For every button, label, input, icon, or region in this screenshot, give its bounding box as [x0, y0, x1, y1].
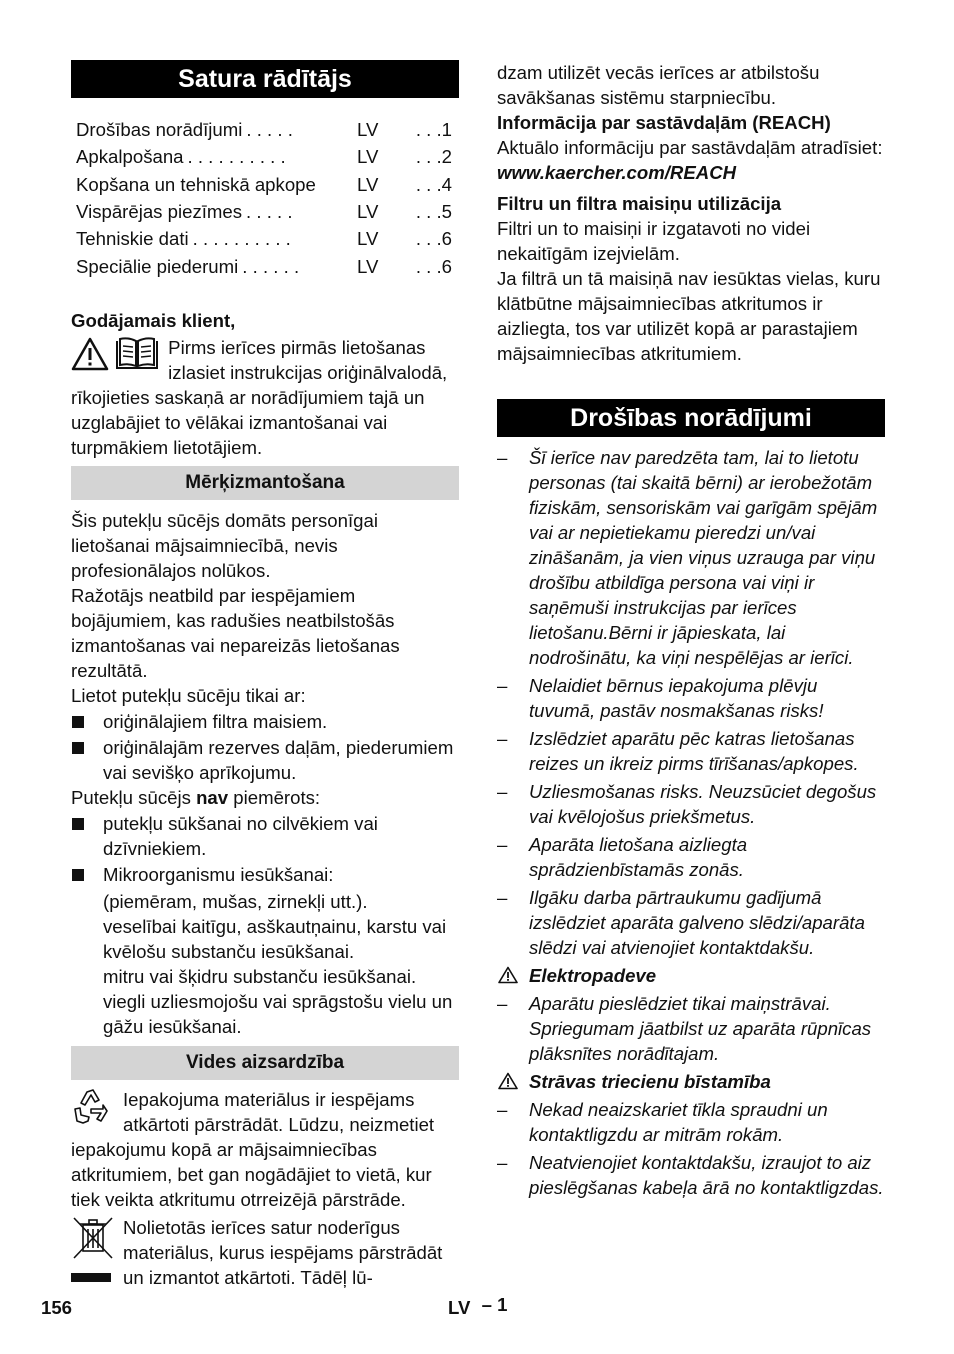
- toc-dots: . . . . . . . . . .: [187, 146, 286, 168]
- toc-entry: [71, 198, 357, 225]
- toc-dots: . . . . .: [246, 201, 293, 223]
- not-list: [71, 811, 459, 887]
- list-item: oriģinālajiem filtra maisiem.: [71, 709, 459, 734]
- environment-block-1: [71, 1087, 459, 1212]
- safety-list: [497, 445, 885, 960]
- right-column: [497, 60, 885, 1203]
- manual-book-icon: [114, 337, 160, 371]
- warning-icon: [71, 337, 109, 371]
- sub-list: [71, 889, 459, 1039]
- toc-dots: . . . . .: [246, 119, 293, 141]
- greeting-block: [71, 335, 459, 460]
- environment-p1: Iepakojuma materiālus ir iespējams atkārtoti pārstrādāt. Lūdzu, neizmetiet iepakojumu kopā ar mājsaimniecības atkritumiem, bet gan nogādājiet to vietā, kur tiek veikta atkritumu otrreizējā pārstrāde.: [71, 1088, 435, 1210]
- toc-lang: LV: [357, 119, 379, 141]
- intended-use-p1: Šis putekļu sūcējs domāts personīgai lietošanai mājsaimniecībā, nevis profesionālajos nolūkos.: [71, 509, 378, 581]
- toc-dots: . . . . . .: [242, 255, 300, 277]
- toc-lang: LV: [357, 146, 379, 168]
- reach-heading: Informācija par sastāvdaļām (REACH): [497, 112, 831, 133]
- left-column: [71, 60, 459, 1290]
- toc-entry: [71, 171, 357, 198]
- list-item: putekļu sūkšanai no cilvēkiem vai dzīvniekiem.: [71, 811, 459, 861]
- toc-entry: [71, 225, 357, 252]
- list-item: – Ilgāku darba pārtraukumu gadījumā izslēdziet aparāta galveno slēdzi/aparāta slēdzi vai atvienojiet kontaktdakšu.: [497, 885, 885, 960]
- crossed-bin-icon: [71, 1215, 115, 1261]
- list-item: – Aparātu pieslēdziet tikai maiņstrāvai. Spriegumam jāatbilst uz aparāta rūpnīcas plāksnītes norādītajam.: [497, 991, 885, 1066]
- toc-page: . . .6: [415, 255, 452, 277]
- reach-text: Aktuālo informāciju par sastāvdaļām atradīsiet:: [497, 137, 883, 158]
- toc-row[interactable]: [71, 198, 459, 225]
- toc-lang: LV: [357, 173, 379, 195]
- toc-page: . . .4: [415, 173, 452, 195]
- shock-heading: Strāvas triecienu bīstamība: [497, 1069, 885, 1094]
- list-item: – Nelaidiet bērnus iepakojuma plēvju tuvumā, pastāv nosmakšanas risks!: [497, 673, 885, 723]
- toc-page: . . .6: [415, 228, 452, 250]
- toc-entry: [71, 252, 357, 279]
- environment-title: Vides aizsardzība: [71, 1046, 459, 1080]
- list-item: – Izslēdziet aparātu pēc katras lietošanas reizes un ikreiz pirms tīrīšanas/apkopes.: [497, 726, 885, 776]
- list-item: – Aparāta lietošana aizliegta sprādzienbīstamās zonās.: [497, 832, 885, 882]
- toc-row[interactable]: [71, 171, 459, 198]
- toc-row[interactable]: [71, 143, 459, 170]
- list-item: – Neatvienojiet kontaktdakšu, izraujot to aiz pieslēgšanas kabeļa ārā no kontaktligzdas.: [497, 1150, 885, 1200]
- toc-dots: . . . . . . . . . .: [192, 228, 291, 250]
- toc-label: Vispārējas piezīmes: [76, 201, 243, 223]
- toc-lang: LV: [357, 201, 379, 223]
- filters-p1: Filtri un to maisiņi ir izgatavoti no videi nekaitīgām izejvielām.: [497, 218, 811, 264]
- not-suitable-line: Putekļu sūcējs nav piemērots:: [71, 786, 321, 808]
- toc-label: Drošības norādījumi: [76, 119, 243, 141]
- power-list: [497, 991, 885, 1066]
- toc-label: Kopšana un tehniskā apkope: [76, 173, 316, 195]
- page-number: 156: [41, 1297, 73, 1318]
- sub-line: veselībai kaitīgu, asškautņainu, karstu vai kvēlošu substanču iesūkšanai.: [103, 915, 447, 962]
- reach-link[interactable]: www.kaercher.com/REACH: [497, 162, 737, 183]
- toc-page: . . .5: [415, 201, 452, 223]
- intended-use-p2: Ražotājs neatbild par iespējamiem bojājumiem, kas radušies neatbilstošās izmantošanas vai nepareizās lietošanas rezultātā.: [71, 584, 400, 681]
- bin-bar: [71, 1273, 111, 1282]
- toc-entry: [71, 116, 357, 143]
- toc-label: Apkalpošana: [76, 146, 184, 168]
- footer-lang: LV – 1: [448, 1294, 508, 1318]
- filters-p2: Ja filtrā un tā maisiņā nav iesūktas vielas, kuru klātbūtne mājsaimniecības atkritumos ir aizliegta, tos var utilizēt kopā ar parastajiem mājsaimniecības atkritumiem.: [497, 268, 881, 364]
- filters-heading: Filtru un filtra maisiņu utilizācija: [497, 193, 782, 214]
- list-item: Mikroorganismu iesūkšanai:: [71, 862, 459, 887]
- toc-label: Speciālie piederumi: [76, 255, 239, 277]
- toc-table: [71, 116, 459, 280]
- toc-lang: LV: [357, 255, 379, 277]
- list-item: – Nekad neaizskariet tīkla spraudni un kontaktligzdu ar mitrām rokām.: [497, 1097, 885, 1147]
- list-item: oriģinālajām rezerves daļām, piederumiem vai sevišķo aprīkojumu.: [71, 735, 459, 785]
- intended-use-body: [71, 508, 459, 1039]
- shock-list: [497, 1097, 885, 1200]
- toc-title: Satura rādītājs: [71, 60, 459, 98]
- warning-icon: [498, 966, 518, 984]
- greeting-heading: Godājamais klient,: [71, 309, 236, 331]
- environment-p2-cont: dzam utilizēt vecās ierīces ar atbilstošu savākšanas sistēmu starpniecību.: [497, 62, 820, 108]
- intended-use-title: Mērķizmantošana: [71, 466, 459, 500]
- safety-title: Drošības norādījumi: [497, 399, 885, 437]
- toc-row[interactable]: [71, 225, 459, 252]
- sub-line: (piemēram, mušas, zirnekļi utt.).: [103, 890, 368, 912]
- toc-row[interactable]: [71, 252, 459, 279]
- sub-line: mitru vai šķidru substanču iesūkšanai.: [103, 965, 417, 987]
- toc-entry: [71, 143, 357, 170]
- environment-p2: Nolietotās ierīces satur noderīgus materiālus, kurus iespējams pārstrādāt un izmantot atkārtoti. Tādēļ lū-: [123, 1216, 443, 1288]
- toc-page: . . .1: [415, 119, 452, 141]
- toc-lang: LV: [357, 228, 379, 250]
- sub-line: viegli uzliesmojošu vai sprāgstošu vielu un gāžu iesūkšanai.: [103, 990, 453, 1037]
- use-list: [71, 709, 459, 785]
- power-heading: Elektropadeve: [497, 963, 885, 988]
- toc-label: Tehniskie dati: [76, 228, 189, 250]
- recycle-icon: [71, 1087, 115, 1129]
- intended-use-p3: Lietot putekļu sūcēju tikai ar:: [71, 684, 306, 706]
- crossed-bin-wrap: [71, 1215, 115, 1282]
- toc-row[interactable]: [71, 116, 459, 143]
- warning-icon: [498, 1072, 518, 1090]
- greeting-text: Pirms ierīces pirmās lietošanas izlasiet instrukcijas oriģinālvalodā, rīkojieties saskaņā ar norādījumiem tajā un uzglabājiet to vēlākai izmantošanai vai turpmākiem lietotājiem.: [71, 336, 448, 458]
- environment-block-2: [71, 1215, 459, 1290]
- greeting-icons: [71, 337, 160, 377]
- toc-page: . . .2: [415, 146, 452, 168]
- list-item: – Šī ierīce nav paredzēta tam, lai to lietotu personas (tai skaitā bērni) ar ierobežotām fiziskām, sensoriskām vai garīgām spējām vai ar nepietiekamu pieredzi un/vai zināšanām, ja vien viņus uzrauga par viņu drošību atbildīga persona vai viņi ir saņēmuši instrukcijas par ierīces lietošanu.Bērni ir jāpieskata, lai nodrošinātu, ka viņi nespēlējas ar ierīci.: [497, 445, 885, 670]
- list-item: – Uzliesmošanas risks. Neuzsūciet degošus vai kvēlojošus priekšmetus.: [497, 779, 885, 829]
